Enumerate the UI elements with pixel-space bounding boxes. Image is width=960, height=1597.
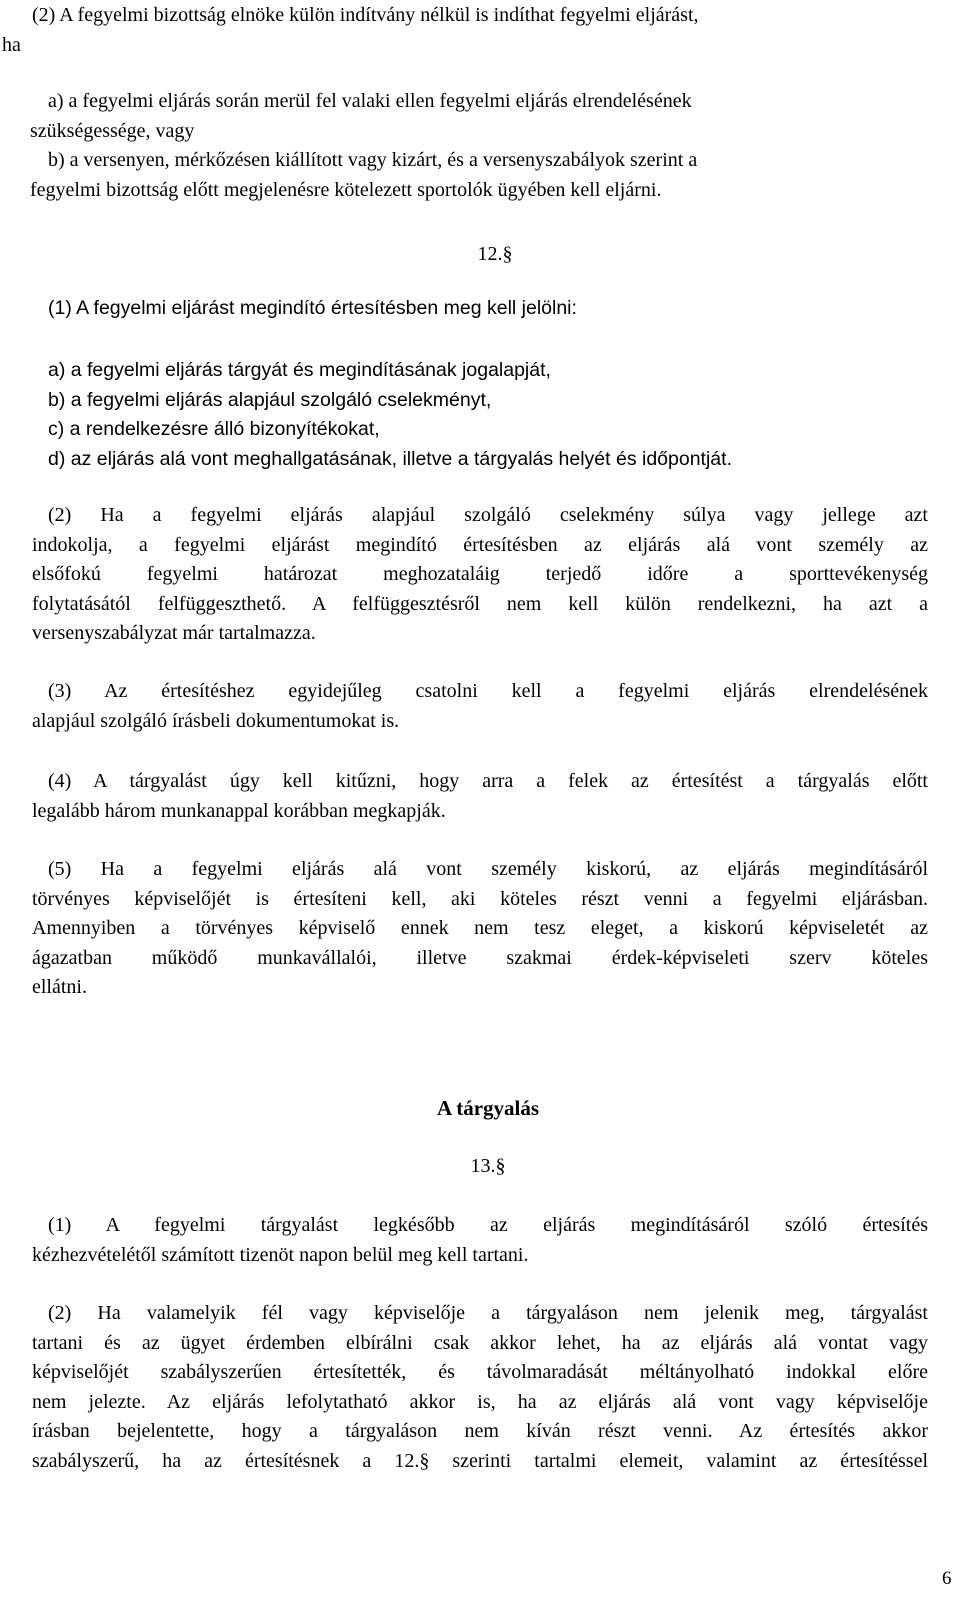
text-line: ha [2, 33, 21, 56]
text-line: ellátni. [32, 976, 87, 998]
text-line: szabályszerű, ha az értesítésnek a 12.§ szerinti tartalmi elemeit, valamint az értesítéssel [32, 1449, 928, 1472]
paragraph-13-2 [32, 1299, 928, 1476]
text-line: elsőfokú fegyelmi határozat meghozataláig terjedő időre a sporttevékenység [32, 563, 928, 585]
text-line: (2) Ha valamelyik fél vagy képviselője a tárgyaláson nem jelenik meg, tárgyalást [48, 1302, 928, 1324]
text-line: tartani és az ügyet érdemben elbírálni csak akkor lehet, ha az eljárás alá vontat vagy [32, 1331, 928, 1354]
text-line: szükségessége, vagy [30, 119, 195, 142]
paragraph-12-1-items [32, 356, 928, 474]
text-line: (2) Ha a fegyelmi eljárás alapjául szolgáló cselekmény súlya vagy jellege azt [48, 504, 928, 526]
paragraph-12-2 [32, 501, 928, 649]
text-line: versenyszabályzat már tartalmazza. [32, 622, 316, 644]
text-line: (2) A fegyelmi bizottság elnöke külön indítvány nélkül is indíthat fegyelmi eljárást, [32, 4, 699, 26]
text-line: (1) A fegyelmi eljárást megindító értesítésben meg kell jelölni: [48, 297, 577, 319]
paragraph-12-4 [32, 767, 928, 826]
text-line: írásban bejelentette, hogy a tárgyaláson nem kíván részt venni. Az értesítés akkor [32, 1420, 928, 1442]
section-number-12: 12.§ [477, 243, 513, 265]
list-item: d) az eljárás alá vont meghallgatásának, illetve a tárgyalás helyét és időpontját. [48, 447, 732, 470]
text-line: (1) A fegyelmi tárgyalást legkésőbb az eljárás megindításáról szóló értesítés [48, 1214, 928, 1236]
section-heading: A tárgyalás [436, 1096, 540, 1120]
list-item: b) a fegyelmi eljárás alapjául szolgáló cselekményt, [48, 388, 492, 411]
paragraph-2-items [32, 87, 928, 205]
text-line: törvényes képviselőjét is értesíteni kell, aki köteles részt venni a fegyelmi eljárásban. [32, 887, 928, 910]
text-line: ágazatban működő munkavállalói, illetve szakmai érdek-képviseleti szerv köteles [32, 946, 928, 969]
list-item: c) a rendelkezésre álló bizonyítékokat, [48, 418, 380, 440]
paragraph-2-lead [2, 1, 928, 60]
text-line: alapjául szolgáló írásbeli dokumentumokat is. [32, 709, 400, 732]
text-line: folytatásától felfüggeszthető. A felfüggesztésről nem kell külön rendelkezni, ha azt a [32, 592, 928, 615]
paragraph-12-3 [32, 677, 928, 736]
paragraph-12-1 [32, 294, 928, 324]
text-line: kézhezvételétől számított tizenöt napon belül meg kell tartani. [32, 1243, 529, 1266]
text-line: Amennyiben a törvényes képviselő ennek nem tesz eleget, a kiskorú képviseletét az [32, 917, 928, 939]
text-line: indokolja, a fegyelmi eljárást megindító értesítésben az eljárás alá vont személy az [32, 533, 928, 556]
text-line: fegyelmi bizottság előtt megjelenésre kötelezett sportolók ügyében kell eljárni. [30, 178, 662, 201]
text-line: legalább három munkanappal korábban megkapják. [32, 799, 446, 822]
section-number-13: 13.§ [470, 1155, 506, 1177]
paragraph-13-1 [32, 1211, 928, 1270]
text-line: (5) Ha a fegyelmi eljárás alá vont személy kiskorú, az eljárás megindításáról [48, 858, 928, 880]
list-item: a) a fegyelmi eljárás során merül fel valaki ellen fegyelmi eljárás elrendelésének [48, 90, 692, 112]
text-line: (4) A tárgyalást úgy kell kitűzni, hogy arra a felek az értesítést a tárgyalás előtt [48, 770, 928, 792]
paragraph-12-5 [32, 855, 928, 1003]
page-number: 6 [942, 1568, 952, 1589]
text-line: nem jelezte. Az eljárás lefolytatható akkor is, ha az eljárás alá vont vagy képviselője [32, 1390, 928, 1413]
text-line: képviselőjét szabályszerűen értesítették, és távolmaradását méltányolható indokkal előre [32, 1361, 928, 1383]
list-item: a) a fegyelmi eljárás tárgyát és megindításának jogalapját, [48, 359, 551, 381]
list-item: b) a versenyen, mérkőzésen kiállított vagy kizárt, és a versenyszabályok szerint a [48, 149, 698, 171]
text-line: (3) Az értesítéshez egyidejűleg csatolni kell a fegyelmi eljárás elrendelésének [48, 680, 928, 702]
